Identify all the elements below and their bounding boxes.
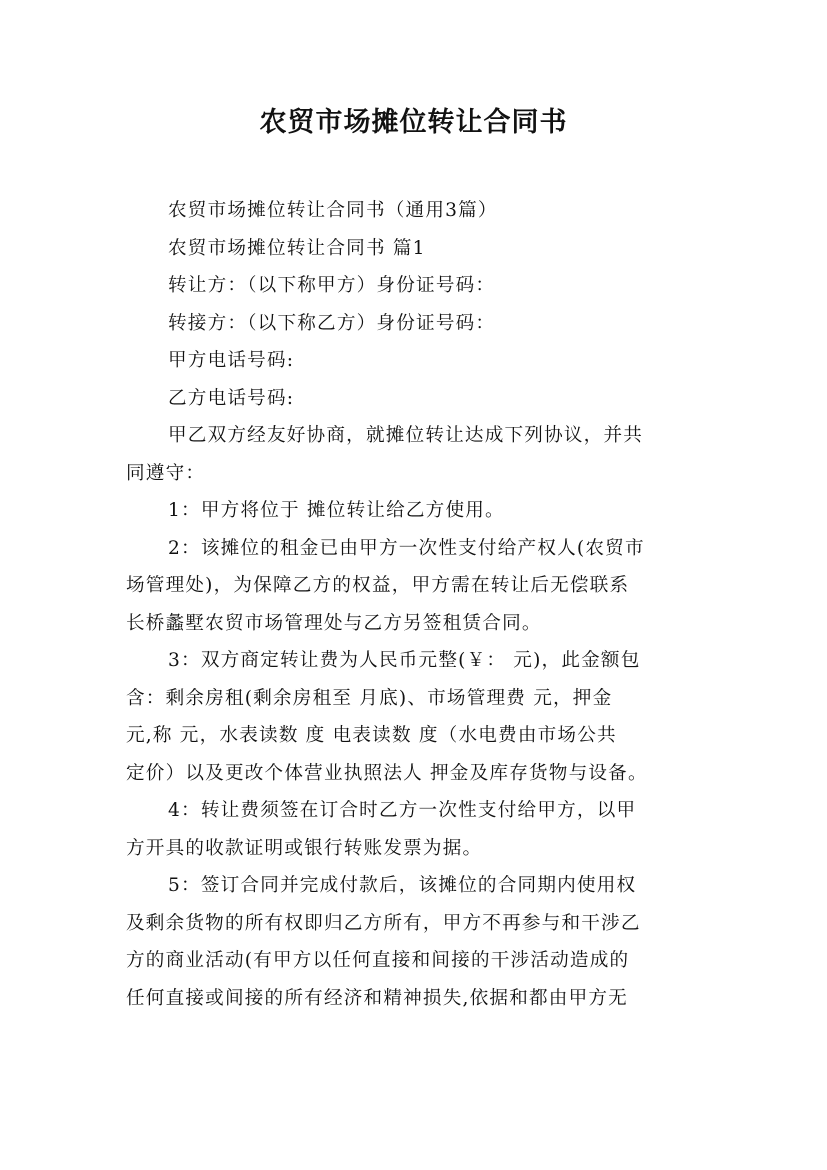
document-title: 农贸市场摊位转让合同书: [259, 107, 568, 138]
text-line: 定价）以及更改个体营业执照法人 押金及库存货物与设备。: [126, 762, 648, 784]
text-line: 方的商业活动(有甲方以任何直接和间接的干涉活动造成的: [126, 950, 630, 971]
text-line: 任何直接或间接的所有经济和精神损失,依据和都由甲方无: [126, 987, 628, 1009]
text-line: 农贸市场摊位转让合同书（通用3篇）: [168, 200, 498, 221]
text-line: 乙方电话号码:: [168, 387, 295, 409]
text-line: 及剩余货物的所有权即归乙方所有，甲方不再参与和干涉乙: [126, 912, 641, 934]
text-line: 5：签订合同并完成付款后，该摊位的合同期内使用权: [168, 875, 637, 896]
text-line: 方开具的收款证明或银行转账发票为据。: [126, 837, 483, 859]
text-line: 元,称 元，水表读数 度 电表读数 度（水电费由市场公共: [126, 725, 617, 746]
text-line: 1：甲方将位于 摊位转让给乙方使用。: [168, 500, 505, 521]
text-line: 含：剩余房租(剩余房租至 月底)、市场管理费 元，押金: [126, 687, 613, 709]
text-line: 转让方：（以下称甲方）身份证号码：: [168, 275, 496, 296]
text-line: 农贸市场摊位转让合同书 篇1: [168, 237, 426, 259]
text-line: 3：双方商定转让费为人民币元整(￥： 元)，此金额包: [168, 650, 641, 671]
text-line: 长桥蠡墅农贸市场管理处与乙方另签租赁合同。: [126, 612, 542, 634]
text-line: 转接方：（以下称乙方）身份证号码：: [168, 312, 496, 334]
text-line: 甲方电话号码:: [168, 350, 295, 371]
text-line: 同遵守：: [126, 462, 206, 484]
text-line: 场管理处)，为保障乙方的权益，甲方需在转让后无偿联系: [126, 575, 630, 596]
text-line: 4：转让费须签在订合时乙方一次性支付给甲方，以甲: [168, 800, 637, 821]
text-line: 甲乙双方经友好协商，就摊位转让达成下列协议，并共: [168, 425, 644, 446]
document-body: [126, 192, 711, 1017]
text-line: 2：该摊位的租金已由甲方一次性支付给产权人(农贸市: [168, 537, 645, 559]
